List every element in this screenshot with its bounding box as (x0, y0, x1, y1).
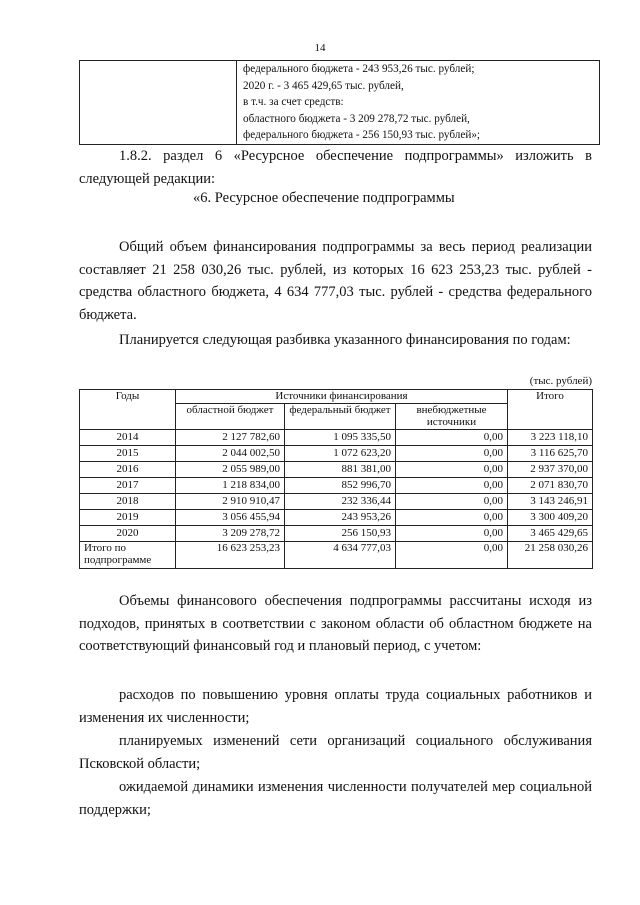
regional-cell: 2 910 910,47 (176, 493, 285, 509)
year-cell: 2020 (80, 525, 176, 541)
total-cell: 2 071 830,70 (508, 477, 593, 493)
regional-cell: 2 127 782,60 (176, 429, 285, 445)
continued-funding-table (79, 60, 600, 145)
total-funding-paragraph: Общий объем финансирования подпрограммы за весь период реализации составляет 21 258 030,26 тыс. рублей, из которых 16 623 253,23 тыс. рублей - средства областного бюджета, 4 634 777,03 тыс. рублей - средства федерального бюджета. (79, 239, 592, 323)
federal-cell: 243 953,26 (285, 509, 396, 525)
extrabudget-cell: 0,00 (396, 445, 508, 461)
federal-cell: 1 095 335,50 (285, 429, 396, 445)
funding-line: федерального бюджета - 243 953,26 тыс. рублей; (243, 63, 475, 75)
header-total: Итого (508, 390, 593, 430)
extrabudget-total-cell: 0,00 (396, 541, 508, 568)
funding-line: областного бюджета - 3 209 278,72 тыс. рублей, (243, 112, 470, 125)
federal-cell: 1 072 623,20 (285, 445, 396, 461)
year-cell: 2019 (80, 509, 176, 525)
table-row (80, 445, 593, 461)
table-row (80, 525, 593, 541)
total-label-cell: Итого по подпрограмме (80, 541, 176, 568)
table-row (80, 509, 593, 525)
total-cell: 2 937 370,00 (508, 461, 593, 477)
total-cell: 3 465 429,65 (508, 525, 593, 541)
extrabudget-cell: 0,00 (396, 525, 508, 541)
regional-cell: 2 055 989,00 (176, 461, 285, 477)
year-cell: 2018 (80, 493, 176, 509)
year-cell: 2015 (80, 445, 176, 461)
total-cell: 3 300 409,20 (508, 509, 593, 525)
table-row (80, 493, 593, 509)
funding-line: федерального бюджета - 256 150,93 тыс. рублей»; (243, 129, 481, 141)
federal-cell: 232 336,44 (285, 493, 396, 509)
regional-cell: 1 218 834,00 (176, 477, 285, 493)
funding-line: в т.ч. за счет средств: (243, 96, 344, 108)
table-row (80, 477, 593, 493)
empty-cell (80, 61, 237, 145)
total-cell: 3 223 118,10 (508, 429, 593, 445)
regional-cell: 3 056 455,94 (176, 509, 285, 525)
units-label: (тыс. рублей) (529, 375, 592, 387)
federal-cell: 256 150,93 (285, 525, 396, 541)
total-cell: 3 143 246,91 (508, 493, 593, 509)
total-cell: 3 116 625,70 (508, 445, 593, 461)
list-item: ожидаемой динамики изменения численности получателей мер социальной поддержки; (79, 779, 592, 818)
funding-details-cell (237, 61, 600, 145)
breakdown-paragraph: Планируется следующая разбивка указанного финансирования по годам: (119, 332, 571, 348)
header-federal: федеральный бюджет (285, 403, 396, 429)
extrabudget-cell: 0,00 (396, 429, 508, 445)
volumes-paragraph: Объемы финансового обеспечения подпрограммы рассчитаны исходя из подходов, принятых в соответствии с законом области об областном бюджете на соответствующий финансовый год и плановый период, с учетом: (79, 593, 592, 655)
section-heading: «6. Ресурсное обеспечение подпрограммы (193, 190, 455, 206)
year-cell: 2016 (80, 461, 176, 477)
table-total-row (80, 541, 593, 568)
funding-line: 2020 г. - 3 465 429,65 тыс. рублей, (243, 79, 404, 92)
regional-total-cell: 16 623 253,23 (176, 541, 285, 568)
grand-total-cell: 21 258 030,26 (508, 541, 593, 568)
finance-table (79, 389, 593, 569)
extrabudget-cell: 0,00 (396, 461, 508, 477)
instruction-paragraph: 1.8.2. раздел 6 «Ресурсное обеспечение подпрограммы» изложить в следующей редакции: (79, 148, 592, 187)
extrabudget-cell: 0,00 (396, 509, 508, 525)
extrabudget-cell: 0,00 (396, 477, 508, 493)
page-number: 14 (314, 42, 326, 54)
table-row (80, 429, 593, 445)
list-item: расходов по повышению уровня оплаты труда социальных работников и изменения их численности; (79, 687, 592, 726)
year-cell: 2014 (80, 429, 176, 445)
header-extrabudget: внебюджетные источники (396, 403, 508, 429)
federal-cell: 881 381,00 (285, 461, 396, 477)
federal-cell: 852 996,70 (285, 477, 396, 493)
regional-cell: 3 209 278,72 (176, 525, 285, 541)
header-years: Годы (80, 390, 176, 430)
header-sources: Источники финансирования (176, 390, 508, 404)
regional-cell: 2 044 002,50 (176, 445, 285, 461)
table-header-row (80, 390, 593, 404)
table-row (80, 461, 593, 477)
extrabudget-cell: 0,00 (396, 493, 508, 509)
list-item: планируемых изменений сети организаций социального обслуживания Псковской области; (79, 733, 592, 772)
year-cell: 2017 (80, 477, 176, 493)
header-regional: областной бюджет (176, 403, 285, 429)
federal-total-cell: 4 634 777,03 (285, 541, 396, 568)
